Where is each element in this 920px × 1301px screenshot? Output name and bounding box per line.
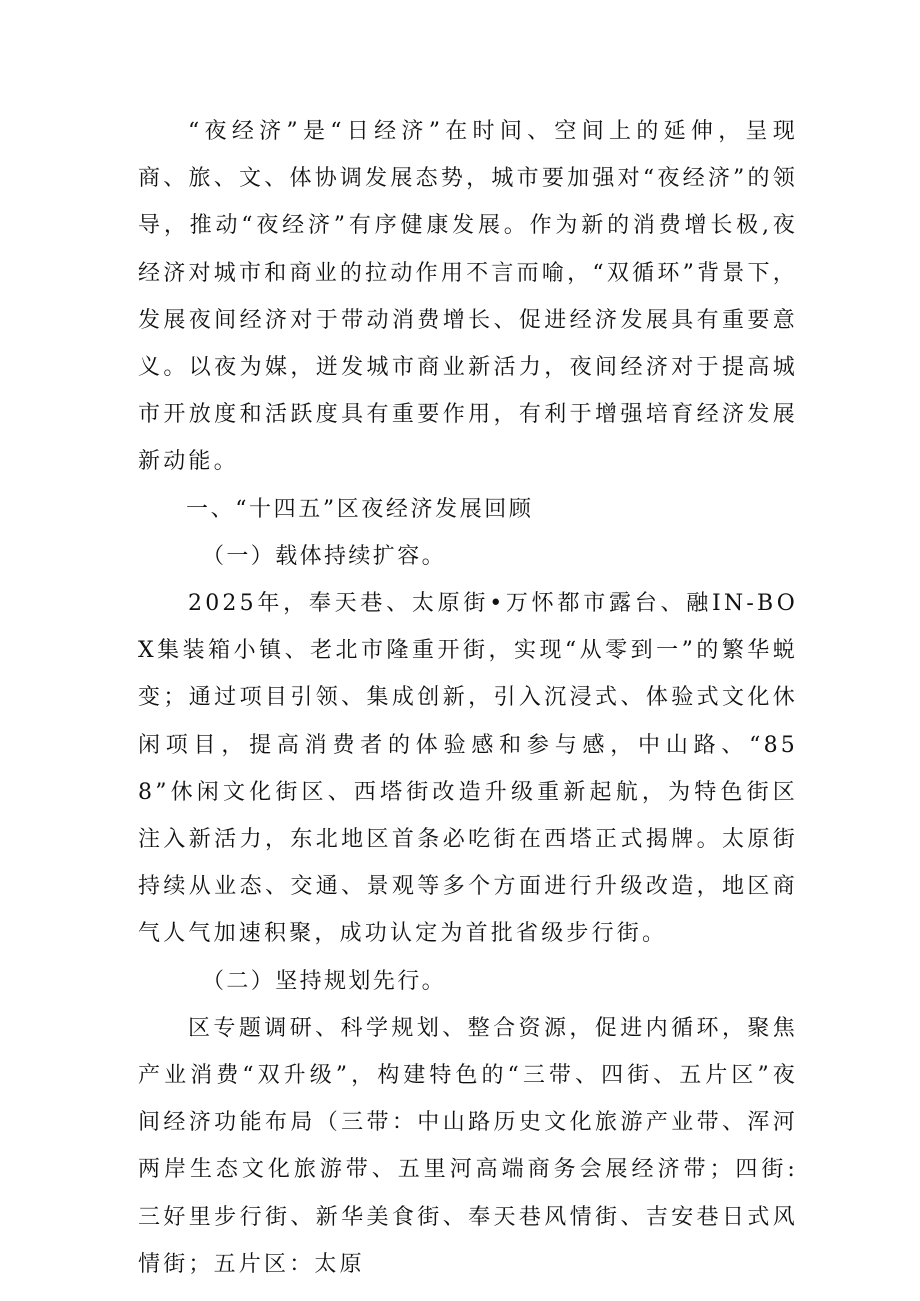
subsection-heading-planning-first: （二）坚持规划先行。 <box>202 968 447 994</box>
paragraph-carrier-expansion: 2025年，奉天巷、太原街•万怀都市露台、融IN-BOX集装箱小镇、老北市隆重开街，实现“从零到一”的繁华蜕变；通过项目引领、集成创新，引入沉浸式、体验式文化休闲项目，提高消费者的体验感和参与感，中山路、“858”休闲文化街区、西塔街改造升级重新起航，为特色街区注入新活力，东北地区首条必吃街在西塔正式揭牌。太原街持续从业态、交通、景观等多个方面进行升级改造，地区商气人气加速积聚，成功认定为首批省级步行街。 <box>138 591 798 947</box>
subsection-heading-carrier-expansion: （一）载体持续扩容。 <box>202 543 447 569</box>
section-heading-review: 一、“十四五”区夜经济发展回顾 <box>186 496 534 522</box>
paragraph-planning-first: 区专题调研、科学规划、整合资源，促进内循环，聚焦产业消费“双升级”，构建特色的“三带、四街、五片区”夜间经济功能布局（三带：中山路历史文化旅游产业带、浑河两岸生态文化旅游带、五里河高端商务会展经济带；四街:三好里步行街、新华美食街、奉天巷风情街、吉安巷日式风情街；五片区：太原 <box>138 1015 798 1277</box>
paragraph-intro: “夜经济”是“日经济”在时间、空间上的延伸，呈现商、旅、文、体协调发展态势，城市要加强对“夜经济”的领导，推动“夜经济”有序健康发展。作为新的消费增长极,夜经济对城市和商业的拉动作用不言而喻，“双循环”背景下，发展夜间经济对于带动消费增长、促进经济发展具有重要意义。以夜为媒，迸发城市商业新活力，夜间经济对于提高城市开放度和活跃度具有重要作用，有利于增强培育经济发展新动能。 <box>138 119 798 475</box>
document-body <box>138 108 798 1288</box>
